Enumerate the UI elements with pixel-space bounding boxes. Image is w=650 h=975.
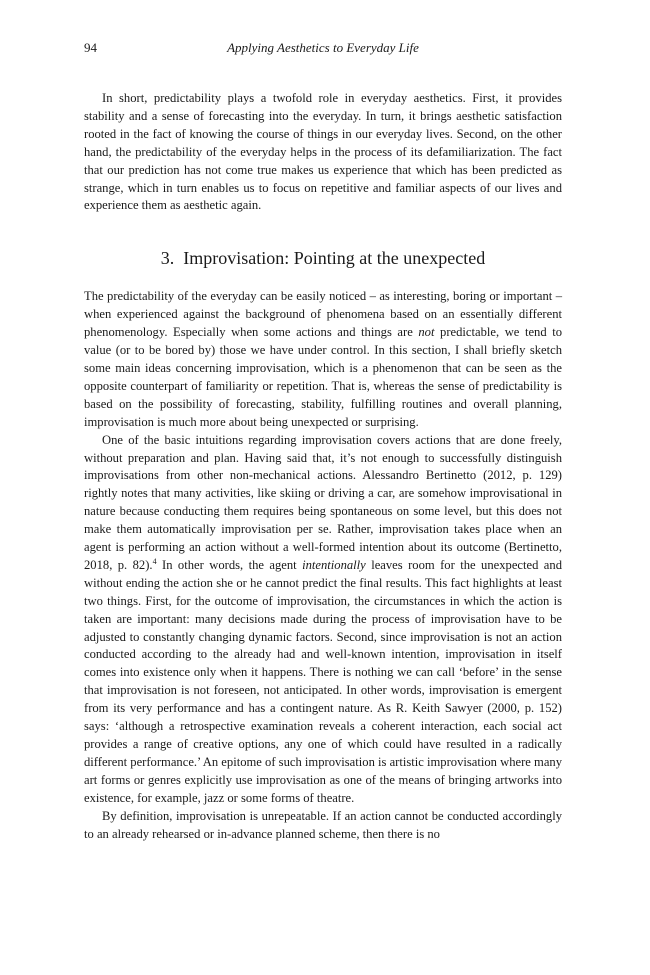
body-paragraph-1 [84, 288, 562, 431]
paragraph-2-emphasis: intentionally [302, 557, 366, 572]
body-paragraph-3: By definition, improvisation is unrepeatable. If an action cannot be conducted accordingly to an already rehearsed or in-advance planned scheme, then there is no [84, 808, 562, 841]
section-number: 3. [160, 248, 175, 269]
paragraph-1-text-b: predictable, we tend to value (or to be bored by) those we have under control. In this section, I shall briefly sketch some main ideas concerning improvisation, which is a phenomenon that can be seen as the opposite counterpart of familiarity or repetition. That is, whereas the sense of predictability is based on the possibility of forecasting, stability, fulfilling routines and overall planning, improvisation is much more about being unexpected or surprising. [84, 325, 562, 429]
paragraph-1-emphasis: not [418, 325, 435, 340]
page-header [84, 40, 562, 62]
intro-paragraph: In short, predictability plays a twofold role in everyday aesthetics. First, it provides stability and a sense of forecasting into the everyday. In turn, it brings aesthetic satisfaction rooted in the fact of knowing the course of things in our everyday lives. Second, on the other hand, the predictability of the everyday helps in the process of its defamiliarization. The fact that our prediction has not come true makes us experience that which has been predicted as strange, which in turn enables us to focus on repetitive and familiar aspects of our lives and experience them as aesthetic again. [84, 91, 562, 213]
book-page [84, 40, 562, 843]
paragraph-2-text-c: leaves room for the unexpected and without ending the action she or he cannot predict the final results. This fact highlights at least two things. First, for the outcome of improvisation, the circumstances in which the action is taken are important: many decisions made during the process of improvisation have to be adjusted to constantly changing dynamic factors. Second, since improvisation is not an action conducted according to the already had and well-known intention, improvisation in itself comes into existence only when it happens. There is nothing we can call ‘before’ in the sense that improvisation is not foreseen, not anticipated. In other words, improvisation is emergent from its very performance and has a contingent nature. As R. Keith Sawyer (2000, p. 152) says: ‘although a retrospective examination reveals a coherent interaction, each social act provides a range of creative options, any one of which could have resulted in a radically different performance.’ An epitome of such improvisation is artistic improvisation where many art forms or genres explicitly use improvisation as one of the means of bringing artworks into existence, for example, jazz or some forms of theatre. [84, 557, 562, 805]
section-heading [84, 246, 562, 270]
paragraph-2-text-b: In other words, the agent [156, 557, 303, 572]
paragraph-1-text-a: The predictability of the everyday can be easily noticed – as interesting, boring or important – when experienced against the background of phenomena based on an essentially different phenomenology. Especially when some actions and things are [84, 289, 562, 340]
paragraph-2-text-a: One of the basic intuitions regarding improvisation covers actions that are done freely, without preparation and plan. Having said that, it’s not enough to successfully distinguish improvisations from other non-mechanical actions. Alessandro Bertinetto (2012, p. 129) rightly notes that many activities, like skiing or driving a car, are somehow improvisational in nature because conducting them requires being spontaneous on some level, but this does not make them automatically improvisation per se. Rather, improvisation takes place when an agent is performing an action without a well-formed intention about its outcome (Bertinetto, 2018, p. 82). [84, 432, 562, 572]
footnote-marker: 4 [152, 556, 157, 566]
running-title: Applying Aesthetics to Everyday Life [227, 40, 419, 55]
page-number: 94 [84, 40, 97, 55]
section-title: Improvisation: Pointing at the unexpected [183, 248, 486, 269]
body-paragraph-2 [84, 432, 562, 808]
